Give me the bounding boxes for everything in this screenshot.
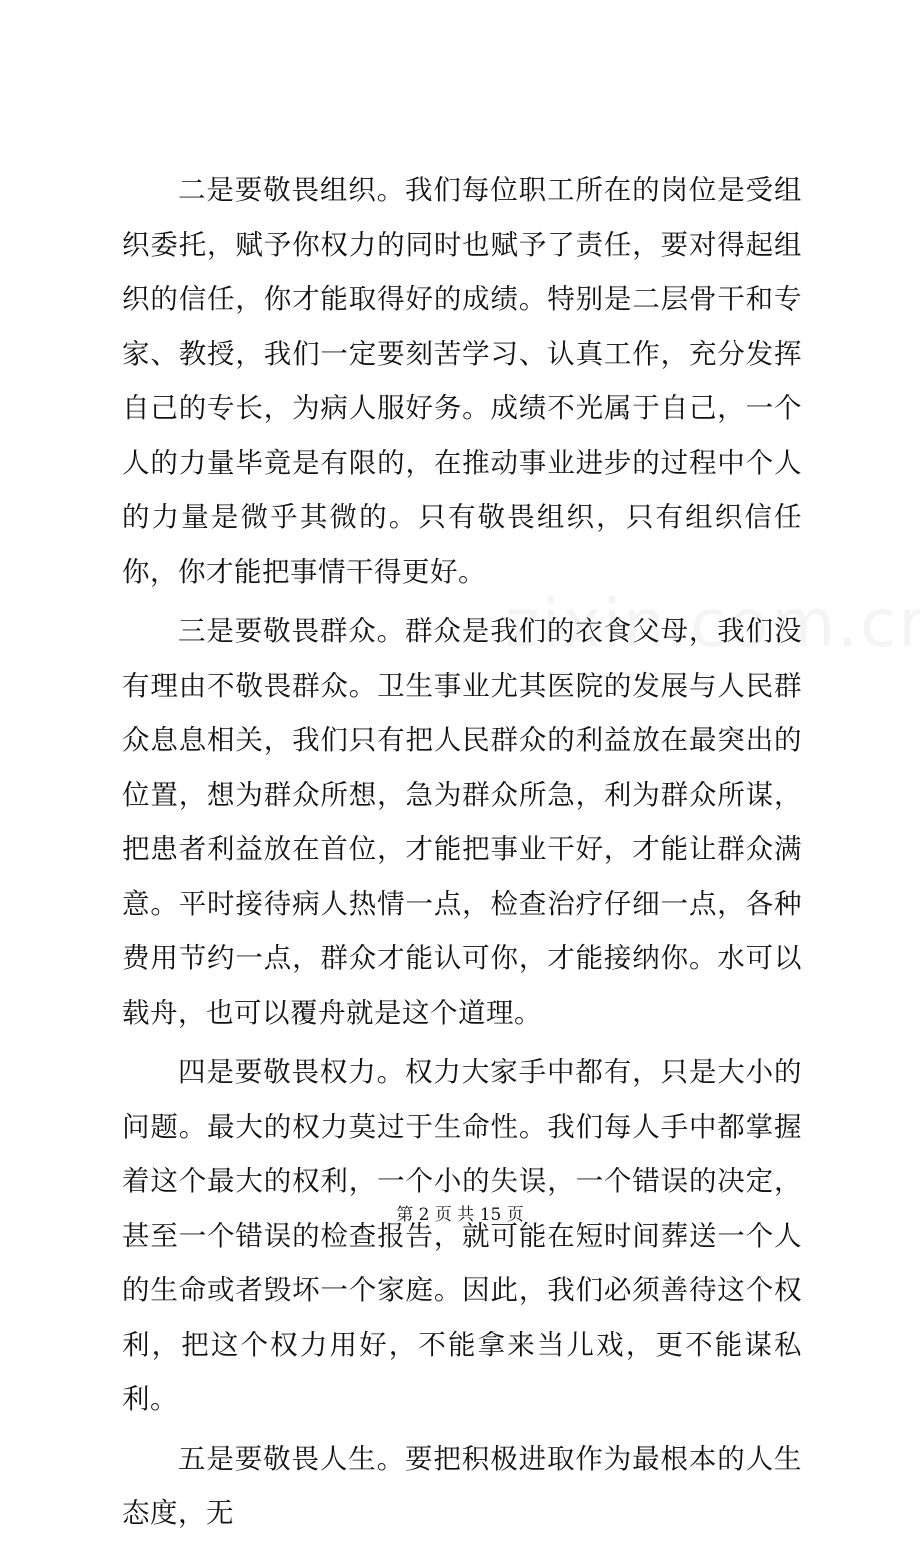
paragraph-respect-organization: 二是要敬畏组织。我们每位职工所在的岗位是受组织委托，赋予你权力的同时也赋予了责任，要对得起组织的信任，你才能取得好的成绩。特别是二层骨干和专家、教授，我们一定要刻苦学习、认真工作，充分发挥自己的专长，为病人服好务。成绩不光属于自己，一个人的力量毕竟是有限的，在推动事业进步的过程中个人的力量是微乎其微的。只有敬畏组织，只有组织信任你，你才能把事情干得更好。 [122,174,802,588]
paragraph-respect-power: 四是要敬畏权力。权力大家手中都有，只是大小的问题。最大的权力莫过于生命性。我们每人手中都掌握着这个最大的权利，一个小的失误，一个错误的决定，甚至一个错误的检查报告，就可能在短时间葬送一个人的生命或者毁坏一个家庭。因此，我们必须善待这个权利，把这个权力用好，不能拿来当儿戏，更不能谋私利。 [122,1056,802,1415]
paragraph-respect-life: 五是要敬畏人生。要把积极进取作为最根本的人生态度，无 [122,1442,802,1529]
page-number-label: 第 2 页 共 15 页 [396,1205,524,1225]
paragraph-respect-masses: 三是要敬畏群众。群众是我们的衣食父母，我们没有理由不敬畏群众。卫生事业尤其医院的发展与人民群众息息相关，我们只有把人民群众的利益放在最突出的位置，想为群众所想，急为群众所急，利为群众所谋，把患者利益放在首位，才能把事业干好，才能让群众满意。平时接待病人热情一点，检查治疗仔细一点，各种费用节约一点，群众才能认可你，才能接纳你。水可以载舟，也可以覆舟就是这个道理。 [122,615,802,1029]
page-footer [0,1200,920,1225]
document-body [122,163,802,1546]
